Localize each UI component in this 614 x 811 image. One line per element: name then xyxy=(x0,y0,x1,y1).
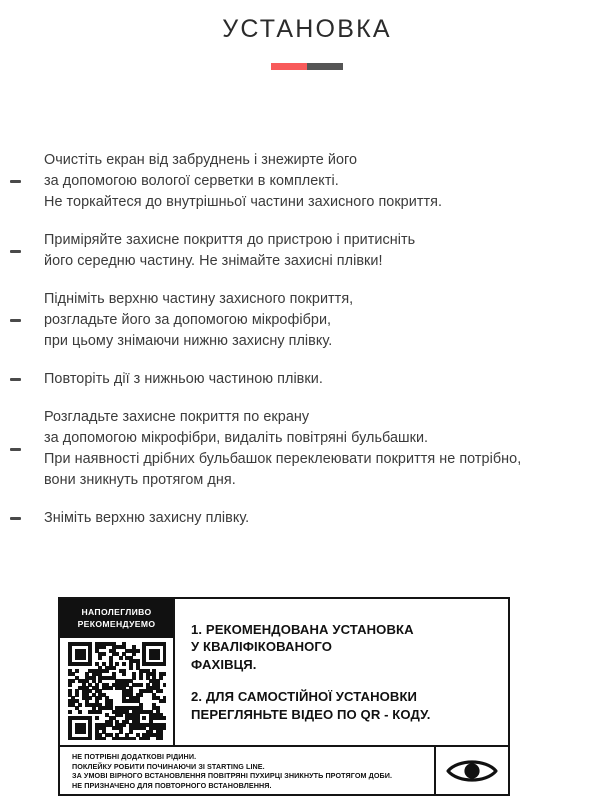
step-line: Повторіть дії з нижньою частиною плівки. xyxy=(44,371,323,387)
fineprint-line: НЕ ПОТРІБНІ ДОДАТКОВІ РІДИНИ. xyxy=(72,752,197,761)
step-text xyxy=(44,150,614,213)
step-text xyxy=(44,407,614,491)
fineprint-line: НЕ ПРИЗНАЧЕНО ДЛЯ ПОВТОРНОГО ВСТАНОВЛЕННЯ. xyxy=(72,780,272,790)
step-text xyxy=(44,508,614,529)
dash-icon xyxy=(10,250,21,253)
divider-segment-right xyxy=(307,63,343,70)
instruction-line: 1. РЕКОМЕНДОВАНА УСТАНОВКА xyxy=(191,621,414,637)
step-line: При наявності дрібних бульбашок переклеювати покриття не потрібно, xyxy=(44,451,522,467)
dash-icon xyxy=(10,448,21,451)
step-line: Підніміть верхню частину захисного покриття, xyxy=(44,291,354,307)
step-line: Розгладьте захисне покриття по екрану xyxy=(44,409,310,425)
dash-icon xyxy=(10,378,21,381)
step-line: Приміряйте захисне покриття до пристрою і притисніть xyxy=(44,232,416,248)
step-line: Очистіть екран від забруднень і знежирте його xyxy=(44,152,358,168)
fineprint-line: ПОКЛЕЙКУ РОБИТИ ПОЧИНАЮЧИ ЗІ STARTING LINE. xyxy=(72,761,265,771)
instruction-line: У КВАЛІФІКОВАНОГО xyxy=(191,639,333,655)
list-item xyxy=(0,407,614,491)
step-bullet xyxy=(0,378,44,381)
step-text xyxy=(44,369,614,390)
step-line: його середню частину. Не знімайте захисні плівки! xyxy=(44,253,383,269)
dash-icon xyxy=(10,180,21,183)
qr-code-container xyxy=(60,638,173,745)
fineprint-text xyxy=(60,747,434,794)
dash-icon xyxy=(10,319,21,322)
step-bullet xyxy=(0,448,44,451)
qr-code-icon[interactable] xyxy=(68,642,166,740)
card-top-section xyxy=(60,599,508,745)
qr-panel-header xyxy=(60,599,173,638)
step-line: за допомогою мікрофібри, видаліть повітряні бульбашки. xyxy=(44,430,429,446)
eye-icon-cell xyxy=(434,747,508,794)
qr-panel xyxy=(60,599,175,745)
step-line: Не торкайтеся до внутрішньої частини захисного покриття. xyxy=(44,194,443,210)
step-bullet xyxy=(0,250,44,253)
dash-icon xyxy=(10,517,21,520)
step-line: Зніміть верхню захисну плівку. xyxy=(44,510,250,526)
list-item xyxy=(0,508,614,529)
qr-header-line-2: РЕКОМЕНДУЕМО xyxy=(77,619,156,629)
qr-header-line-1: НАПОЛЕГЛИВО xyxy=(81,607,152,617)
step-line: за допомогою вологої серветки в комплекті. xyxy=(44,173,339,189)
list-item xyxy=(0,150,614,213)
step-text xyxy=(44,230,614,272)
eye-icon xyxy=(445,756,499,786)
step-bullet xyxy=(0,319,44,322)
list-item xyxy=(0,369,614,390)
instruction-block-1 xyxy=(191,621,500,674)
list-item xyxy=(0,230,614,272)
instruction-spacer xyxy=(191,673,500,688)
list-item xyxy=(0,289,614,352)
card-instructions xyxy=(175,599,508,745)
page-title: УСТАНОВКА xyxy=(222,15,392,43)
title-divider xyxy=(271,63,343,70)
instruction-line: 2. ДЛЯ САМОСТІЙНОЇ УСТАНОВКИ xyxy=(191,689,418,705)
instruction-steps-list xyxy=(0,150,614,546)
fineprint-line: ЗА УМОВІ ВІРНОГО ВСТАНОВЛЕННЯ ПОВІТРЯНІ ПУХИРЦІ ЗНИКНУТЬ ПРОТЯГОМ ДОБИ. xyxy=(72,771,393,781)
step-line: при цьому знімаючи нижню захисну плівку. xyxy=(44,333,333,349)
card-footer xyxy=(60,745,508,794)
instruction-line: ФАХІВЦЯ. xyxy=(191,656,257,672)
instruction-block-2 xyxy=(191,688,500,723)
step-bullet xyxy=(0,517,44,520)
instruction-line: ПЕРЕГЛЯНЬТЕ ВІДЕО ПО QR - КОДУ. xyxy=(191,706,431,722)
step-bullet xyxy=(0,180,44,183)
step-line: розгладьте його за допомогою мікрофібри, xyxy=(44,312,332,328)
recommendation-card xyxy=(58,597,510,796)
step-line: вони зникнуть протягом дня. xyxy=(44,472,236,488)
step-text xyxy=(44,289,614,352)
divider-segment-left xyxy=(271,63,307,70)
page-header xyxy=(0,0,614,70)
